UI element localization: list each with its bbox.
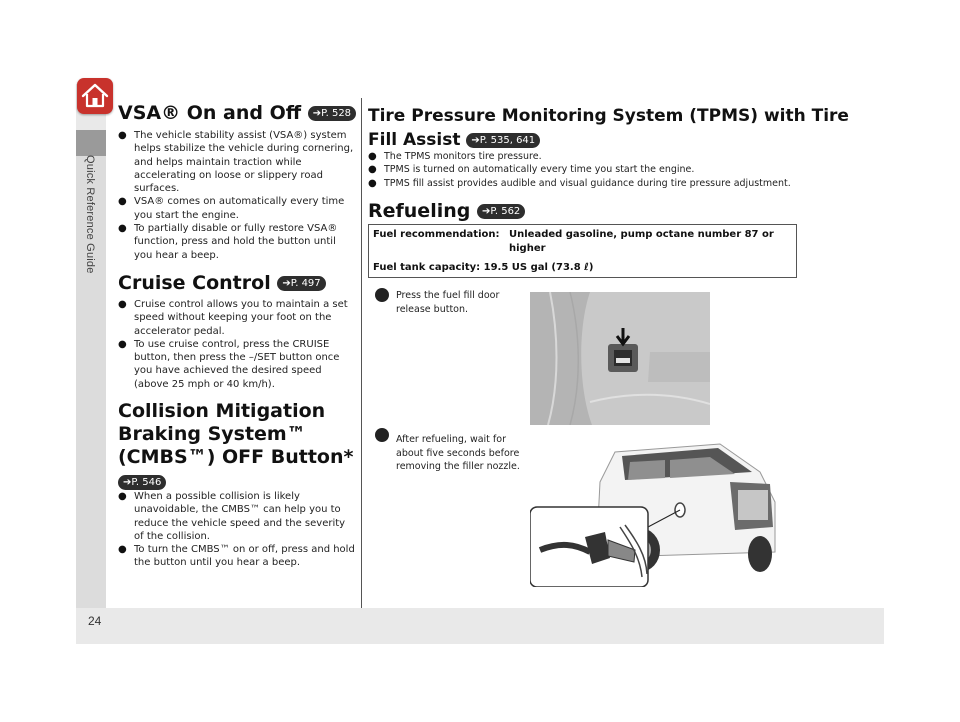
list-item: ● When a possible collision is likely unavoidable, the CMBS™ can help you to reduce the vehicle speed and the severity of the collision. xyxy=(118,491,346,542)
list-item: ● TPMS fill assist provides audible and visual guidance during tire pressure adjustment. xyxy=(368,177,791,189)
fuel-door-button-photo xyxy=(530,292,710,425)
cruise-heading xyxy=(118,272,326,295)
vsa-title: VSA® On and Off xyxy=(118,102,302,124)
list-item: ● To turn the CMBS™ on or off, press and hold the button until you hear a beep. xyxy=(118,544,355,569)
refueling-heading xyxy=(368,200,525,223)
cruise-page-ref[interactable]: ➔P. 497 xyxy=(277,276,325,291)
vsa-page-ref[interactable]: ➔P. 528 xyxy=(308,106,356,121)
bullet-icon: ● xyxy=(368,177,377,189)
fuel-door-illustration xyxy=(530,292,710,425)
tank-capacity: Fuel tank capacity: 19.5 US gal (73.8 ℓ) xyxy=(373,262,594,273)
list-item: ● TPMS is turned on automatically every time you start the engine. xyxy=(368,164,695,176)
step-b-marker xyxy=(375,428,389,442)
cmbs-ref-wrap xyxy=(118,472,166,491)
list-item: ● Cruise control allows you to maintain a set speed without keeping your foot on the accelerator pedal. xyxy=(118,299,348,337)
page-number: 24 xyxy=(88,614,102,628)
fuel-info-box xyxy=(368,224,797,278)
step-a-text: Press the fuel fill door release button. xyxy=(396,290,500,315)
cruise-page-ref-text: P. 497 xyxy=(290,278,321,289)
tpms-page-ref[interactable]: ➔P. 535, 641 xyxy=(466,133,540,148)
bullet-icon: ● xyxy=(118,491,127,502)
cruise-bullet-list xyxy=(118,298,356,391)
list-item: ● The vehicle stability assist (VSA®) system helps stabilize the vehicle during cornering, and helps maintain traction while accelerating on loose or slippery road surfaces. xyxy=(118,130,354,195)
sidebar-top-block xyxy=(76,130,106,156)
home-button[interactable] xyxy=(77,78,113,114)
fuel-rec-value-1: Unleaded gasoline, pump octane number 87 or xyxy=(509,229,774,240)
home-icon xyxy=(77,78,113,114)
vsa-heading xyxy=(118,102,356,125)
step-b-text: After refueling, wait for about five seconds before removing the filler nozzle. xyxy=(396,434,520,472)
tpms-title-line2-wrap xyxy=(368,128,849,152)
tpms-title-line2: Fill Assist xyxy=(368,130,461,150)
list-item: ● VSA® comes on automatically every time you start the engine. xyxy=(118,196,345,221)
cmbs-page-ref-text: P. 546 xyxy=(131,477,162,488)
cmbs-heading xyxy=(118,400,353,469)
cmbs-title-line2: Braking System™ xyxy=(118,423,306,445)
car-refueling-illustration xyxy=(530,432,780,587)
cmbs-bullet-list xyxy=(118,490,356,570)
refueling-page-ref-text: P. 562 xyxy=(490,206,521,217)
list-item: ● To partially disable or fully restore VSA® function, press and hold the button until you hear a beep. xyxy=(118,223,338,261)
fuel-rec-label: Fuel recommendation: xyxy=(373,229,500,240)
step-a-marker xyxy=(375,288,389,302)
tpms-page-ref-text: P. 535, 641 xyxy=(479,134,536,146)
vsa-bullet-list xyxy=(118,129,356,262)
cmbs-page-ref[interactable]: ➔P. 546 xyxy=(118,475,166,490)
suv-and-nozzle-icon xyxy=(530,432,780,587)
tpms-bullet-list xyxy=(368,150,808,190)
bullet-icon: ● xyxy=(368,164,377,176)
cmbs-title-line3: (CMBS™) OFF Button* xyxy=(118,446,354,468)
vsa-page-ref-text: P. 528 xyxy=(321,108,352,119)
column-divider xyxy=(361,98,362,608)
bullet-icon: ● xyxy=(118,196,127,208)
cmbs-title-line1: Collision Mitigation xyxy=(118,400,326,422)
bullet-icon: ● xyxy=(118,299,127,310)
bullet-icon: ● xyxy=(118,130,127,141)
cruise-title: Cruise Control xyxy=(118,272,271,294)
tpms-heading xyxy=(368,104,849,152)
bullet-icon: ● xyxy=(118,544,127,556)
bullet-icon: ● xyxy=(368,151,377,162)
list-item: ● The TPMS monitors tire pressure. xyxy=(368,151,542,162)
bullet-icon: ● xyxy=(118,223,127,235)
refueling-page-ref[interactable]: ➔P. 562 xyxy=(477,204,525,219)
refueling-title: Refueling xyxy=(368,200,471,222)
bullet-icon: ● xyxy=(118,338,127,350)
list-item: ● To use cruise control, press the CRUISE button, then press the –/SET button once you have achieved the desired speed (above 25 mph or 40 km/h). xyxy=(118,338,340,390)
sidebar-label: Quick Reference Guide xyxy=(84,155,96,274)
tpms-title-line1: Tire Pressure Monitoring System (TPMS) with Tire xyxy=(368,106,849,126)
fuel-rec-value-2: higher xyxy=(509,243,546,254)
